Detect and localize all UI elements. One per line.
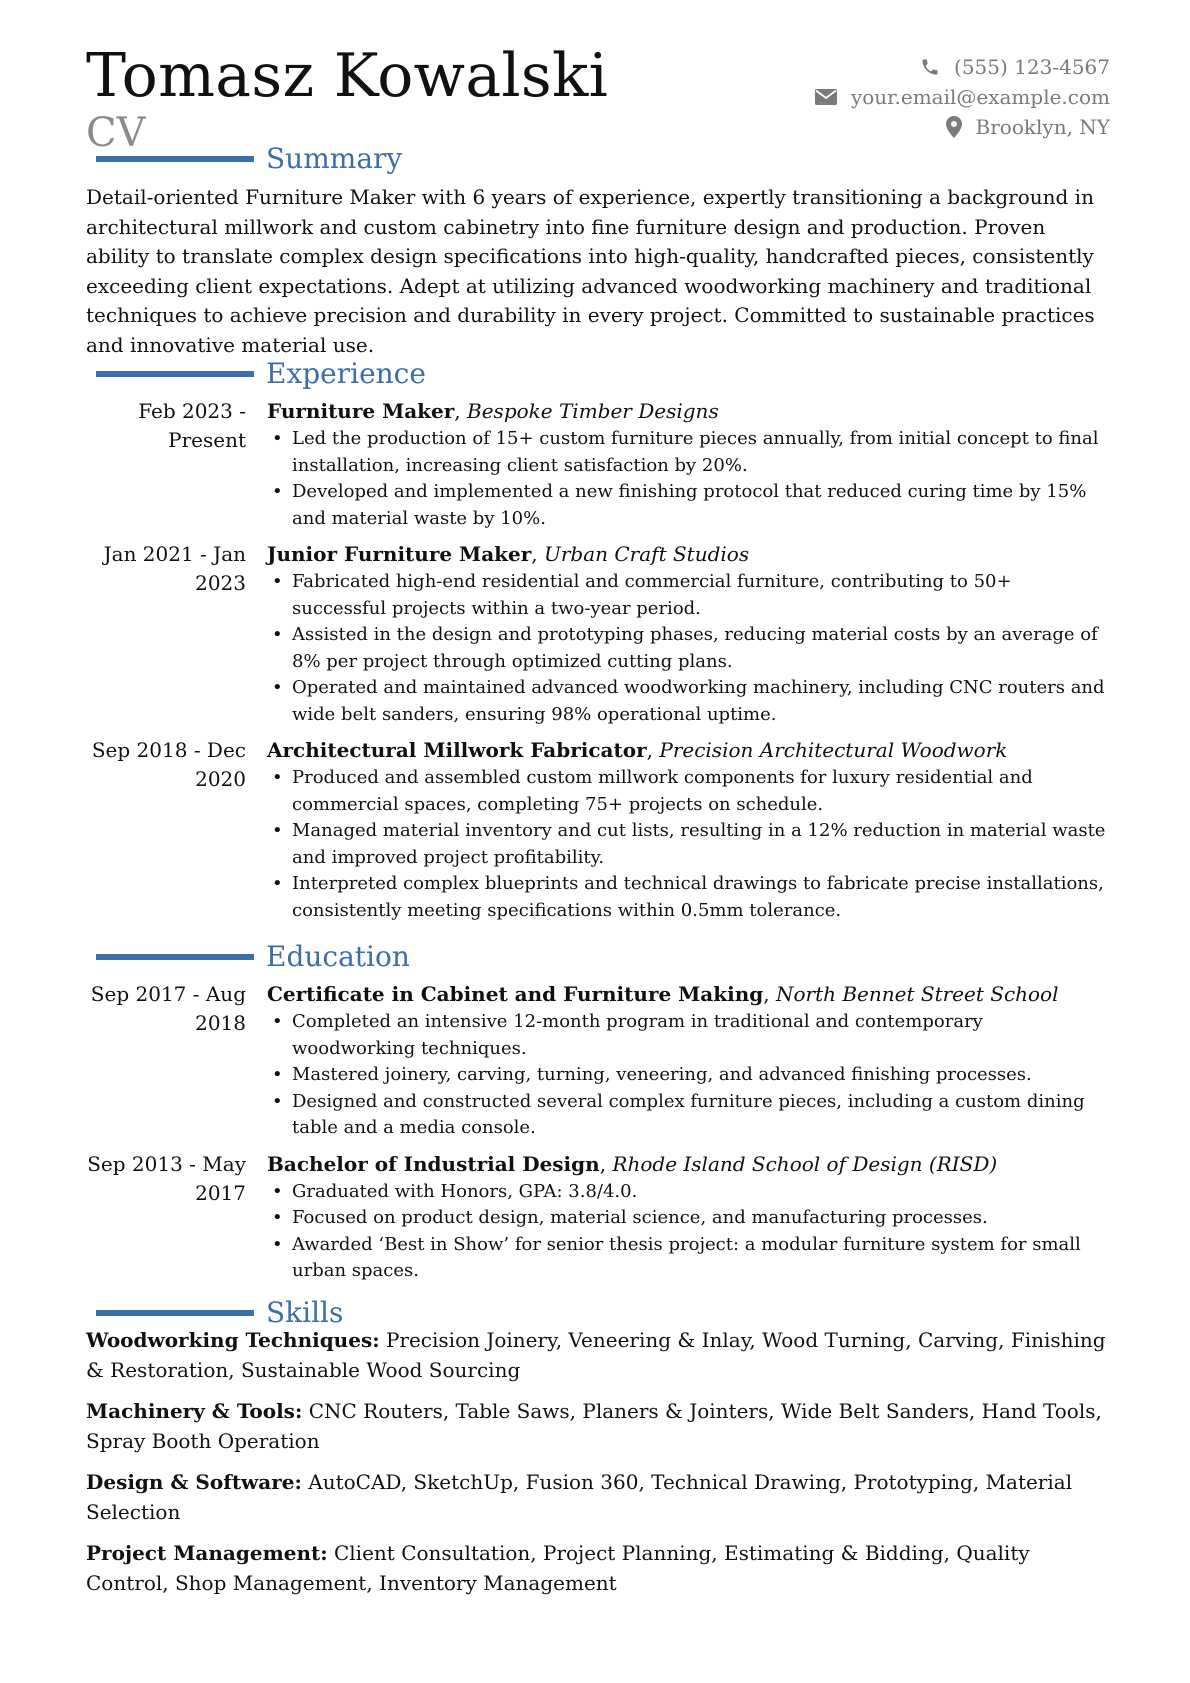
entry-title: Junior Furniture Maker, Urban Craft Studios [267,542,750,566]
experience-entry [0,540,1190,728]
entry-role: Bachelor of Industrial Design [267,1151,600,1176]
contact-location [815,112,1110,142]
bullet-list [267,765,1107,924]
bullet-list [267,1009,1107,1142]
contact-info [815,52,1110,142]
entry-org: Bespoke Timber Designs [467,399,719,423]
experience-list [0,397,1190,932]
skill-row [86,1397,1116,1456]
map-pin-icon [946,116,962,138]
summary-heading [96,142,402,176]
bullet-item: • Operated and maintained advanced woodworking machinery, including CNC routers and wide belt sanders, ensuring 98% operational uptime. [267,675,1107,728]
section-title: Experience [266,357,426,390]
section-title: Skills [266,1296,344,1329]
section-title: Summary [266,142,403,175]
entry-role: Junior Furniture Maker [267,542,532,566]
skill-label: Project Management: [86,1541,328,1565]
bullet-item: • Assisted in the design and prototyping phases, reducing material costs by an average of 8% per project through optimized cutting plans. [267,622,1107,675]
section-accent-bar [96,371,254,377]
entry-org: Rhode Island School of Design (RISD) [612,1151,998,1176]
skill-label: Woodworking Techniques: [86,1328,380,1352]
contact-phone [815,52,1110,82]
bullet-item: • Completed an intensive 12-month program in traditional and contemporary woodworking techniques. [267,1009,1107,1062]
experience-entry [0,397,1190,532]
entry-role: Architectural Millwork Fabricator [267,738,647,762]
education-entry [0,980,1190,1142]
section-title: Education [266,940,410,973]
bullet-item: • Focused on product design, material science, and manufacturing processes. [267,1205,1107,1232]
contact-email [815,82,1110,112]
document-type: CV [86,110,146,156]
phone-text[interactable]: (555) 123-4567 [954,55,1110,79]
summary-text: Detail-oriented Furniture Maker with 6 years of experience, expertly transitioning a background in architectural millwork and custom cabinetry into fine furniture design and production. Proven ability to translate complex design specifications into high-quality, handcrafted pieces, consistently exceeding client expectations. Adept at utilizing advanced woodworking machinery and traditional techniques to achieve precision and durability in every project. Committed to sustainable practices and innovative material use. [86,185,1095,357]
phone-icon [920,57,940,77]
bullet-list [267,569,1107,728]
bullet-list [267,1179,1107,1285]
entry-org: Precision Architectural Woodwork [659,738,1008,762]
skills-list [86,1326,1116,1610]
skill-value: AutoCAD, SketchUp, Fusion 360, Technical Drawing, Prototyping, Material Selection [86,1470,1073,1524]
bullet-item: • Mastered joinery, carving, turning, veneering, and advanced finishing processes. [267,1062,1107,1089]
entry-dates: Jan 2021 - Jan 2023 [103,542,246,595]
entry-org: Urban Craft Studios [544,542,750,566]
education-list [0,980,1190,1293]
skill-row [86,1539,1116,1598]
bullet-item: • Interpreted complex blueprints and technical drawings to fabricate precise installations, consistently meeting specifications within 0.5mm tolerance. [267,871,1107,924]
entry-dates: Sep 2013 - May 2017 [87,1151,246,1205]
email-link[interactable]: your.email@example.com [850,85,1110,109]
entry-role: Furniture Maker [267,399,455,423]
skill-value: Client Consultation, Project Planning, Estimating & Bidding, Quality Control, Shop Management, Inventory Management [86,1541,1030,1595]
bullet-item: • Fabricated high-end residential and commercial furniture, contributing to 50+ successful projects within a two-year period. [267,569,1107,622]
bullet-item: • Awarded ‘Best in Show’ for senior thesis project: a modular furniture system for small urban spaces. [267,1232,1107,1285]
candidate-name: Tomasz Kowalski [86,41,609,111]
skill-row [86,1326,1116,1385]
location-text: Brooklyn, NY [975,115,1110,139]
experience-heading [96,357,426,391]
skill-row [86,1468,1116,1527]
section-accent-bar [96,1310,254,1316]
entry-dates: Sep 2018 - Dec 2020 [91,738,246,791]
skill-label: Machinery & Tools: [86,1399,303,1423]
bullet-list [267,426,1107,532]
section-accent-bar [96,954,254,960]
bullet-item: • Developed and implemented a new finishing protocol that reduced curing time by 15% and material waste by 10%. [267,479,1107,532]
bullet-item: • Designed and constructed several complex furniture pieces, including a custom dining table and a media console. [267,1089,1107,1142]
skills-heading [96,1296,343,1330]
bullet-item: • Led the production of 15+ custom furniture pieces annually, from initial concept to final installation, increasing client satisfaction by 20%. [267,426,1107,479]
entry-dates: Sep 2017 - Aug 2018 [90,982,246,1035]
entry-title: Certificate in Cabinet and Furniture Making, North Bennet Street School [267,982,1059,1006]
entry-org: North Bennet Street School [775,982,1059,1006]
entry-title: Bachelor of Industrial Design, Rhode Island School of Design (RISD) [267,1151,998,1176]
education-entry [0,1150,1190,1285]
skill-value: CNC Routers, Table Saws, Planers & Jointers, Wide Belt Sanders, Hand Tools, Spray Booth Operation [86,1399,1102,1453]
skill-value: Precision Joinery, Veneering & Inlay, Wood Turning, Carving, Finishing & Restoration, Sustainable Wood Sourcing [86,1328,1106,1382]
bullet-item: • Graduated with Honors, GPA: 3.8/4.0. [267,1179,1107,1206]
experience-entry [0,736,1190,924]
entry-dates: Feb 2023 - Present [138,399,246,452]
entry-role: Certificate in Cabinet and Furniture Making [267,982,764,1006]
entry-title: Furniture Maker, Bespoke Timber Designs [267,399,719,423]
section-accent-bar [96,156,254,162]
bullet-item: • Produced and assembled custom millwork components for luxury residential and commercial spaces, completing 75+ projects on schedule. [267,765,1107,818]
bullet-item: • Managed material inventory and cut lists, resulting in a 12% reduction in material waste and improved project profitability. [267,818,1107,871]
entry-title: Architectural Millwork Fabricator, Precision Architectural Woodwork [267,738,1008,762]
education-heading [96,940,410,974]
skill-label: Design & Software: [86,1470,302,1494]
envelope-icon [815,89,837,105]
